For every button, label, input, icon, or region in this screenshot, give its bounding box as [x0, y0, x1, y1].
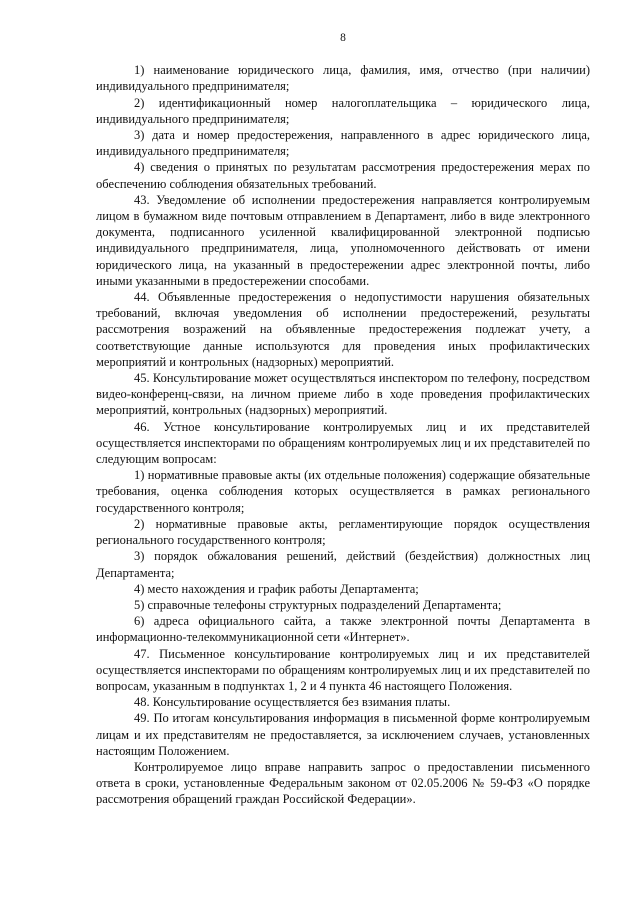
paragraph-46-item-3: 3) порядок обжалования решений, действий (бездействия) должностных лиц Департамента; — [96, 549, 590, 580]
paragraph-45: 45. Консультирование может осуществляться инспектором по телефону, посредством видео-конференц-связи, на личном приеме либо в ходе проведения профилактических мероприятий, контрольных (надзорных) мероприятий. — [96, 371, 590, 418]
paragraph-item-3: 3) дата и номер предостережения, направленного в адрес юридического лица, индивидуального предпринимателя; — [96, 128, 590, 159]
paragraph-48: 48. Консультирование осуществляется без взимания платы. — [134, 695, 451, 710]
paragraph-44: 44. Объявленные предостережения о недопустимости нарушения обязательных требований, включая уведомления об исполнении предостережений, результаты рассмотрения возражений на объявленные предостережения подлежат учету, а соответствующие данные используются для проведения иных профилактических мероприятий и контрольных (надзорных) мероприятий. — [96, 290, 590, 369]
document-page — [96, 30, 590, 808]
page-number: 8 — [340, 32, 346, 44]
paragraph-46-item-2: 2) нормативные правовые акты, регламентирующие порядок осуществления регионального государственного контроля; — [96, 516, 590, 548]
paragraph-item-1: 1) наименование юридического лица, фамилия, имя, отчество (при наличии) индивидуального предпринимателя; — [96, 63, 590, 94]
paragraph-item-4: 4) сведения о принятых по результатам рассмотрения предостережения мерах по обеспечению соблюдения обязательных требований. — [96, 160, 590, 191]
paragraph-46-item-1: 1) нормативные правовые акты (их отдельные положения) содержащие обязательные требования, оценка соблюдения которых осуществляется в рамках регионального государственного контроля; — [96, 468, 590, 515]
paragraph-43: 43. Уведомление об исполнении предостережения направляется контролируемым лицом в бумажном виде почтовым отправлением в Департамент, либо в виде электронного документа, подписанного усиленной квалифицированной электронной подписью индивидуального предпринимателя, лица, уполномоченного действовать от имени юридического лица, на указанный в предостережении адрес электронной почты, либо иными указанными в предостережении способами. — [96, 192, 590, 288]
paragraph-46: 46. Устное консультирование контролируемых лиц и их представителей осуществляется инспекторами по обращениям контролируемых лиц и их представителей по следующим вопросам: — [96, 419, 590, 467]
paragraph-46-item-5: 5) справочные телефоны структурных подразделений Департамента; — [134, 597, 502, 612]
paragraph-49-note: Контролируемое лицо вправе направить запрос о предоставлении письменного ответа в сроки, установленные Федеральным законом от 02.05.2006 № 59-ФЗ «О порядке рассмотрения обращений граждан Российской Федерации». — [96, 759, 590, 807]
paragraph-item-2: 2) идентификационный номер налогоплательщика – юридического лица, индивидуального предпринимателя; — [96, 95, 590, 126]
paragraph-46-item-4: 4) место нахождения и график работы Департамента; — [134, 581, 419, 596]
paragraph-47: 47. Письменное консультирование контролируемых лиц и их представителей осуществляется инспекторами по обращениям контролируемых лиц и их представителей по вопросам, указанным в подпунктах 1, 2 и 4 пункта 46 настоящего Положения. — [96, 646, 590, 693]
paragraph-46-item-6: 6) адреса официального сайта, а также электронной почты Департамента в информационно-телекоммуникационной сети «Интернет». — [96, 614, 590, 645]
paragraph-49: 49. По итогам консультирования информация в письменной форме контролируемым лицам и их представителям не предоставляется, за исключением случаев, установленных настоящим Положением. — [96, 711, 590, 758]
